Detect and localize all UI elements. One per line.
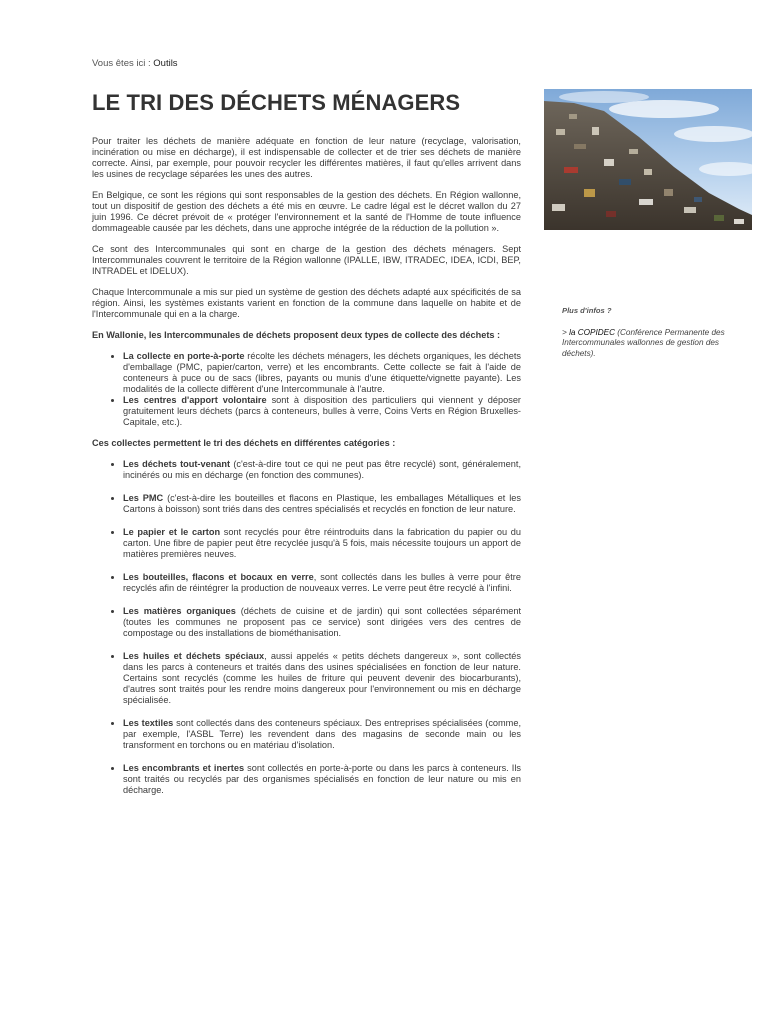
article-body [92, 136, 521, 808]
list-item-text: (c'est-à-dire les bouteilles et flacons en Plastique, les emballages Métalliques et les Cartons à boisson) sont triés dans des centres spécialisés et recyclés en fonction de leur nature. [123, 493, 521, 514]
copidec-info [562, 328, 732, 359]
list-item [123, 572, 521, 594]
more-info-label: Plus d'infos ? [562, 306, 612, 315]
list-item-text: (c'est-à-dire tout ce qui ne peut pas être recyclé) sont, généralement, incinérés ou mis en décharge (en fonction des communes). [123, 459, 521, 480]
list-item [123, 718, 521, 751]
tri-heading: Ces collectes permettent le tri des déchets en différentes catégories : [92, 438, 396, 448]
list-item-term: Les matières organiques [123, 606, 236, 616]
list-item-text: sont recyclés pour être réintroduits dans la fabrication du papier ou du carton. Une fibre de papier peut être recyclée jusqu'à 5 fois, mais nécessite toujours un apport de matières premières neuves. [123, 527, 521, 559]
copidec-description: (Conférence Permanente des Intercommunales wallonnes de gestion des déchets). [562, 328, 725, 358]
list-item-term: La collecte en porte-à-porte [123, 351, 245, 361]
link-prefix: > [562, 328, 570, 338]
breadcrumb [92, 58, 178, 69]
breadcrumb-link-outils[interactable]: Outils [153, 58, 178, 69]
list-item-term: Les centres d'apport volontaire [123, 395, 267, 405]
collecte-heading: En Wallonie, les Intercommunales de déchets proposent deux types de collecte des déchets : [92, 330, 501, 340]
list-item-term: Les textiles [123, 718, 174, 728]
list-item-term: Les déchets tout-venant [123, 459, 231, 469]
breadcrumb-prefix: Vous êtes ici : [92, 58, 154, 69]
copidec-link[interactable]: la COPIDEC [569, 328, 616, 338]
list-item-text: , aussi appelés « petits déchets dangereux », sont collectés dans les parcs à conteneurs et traités dans des usines spécialisées en fonction de leur nature. Certains sont recyclés (comme les huiles de friture qui peuvent devenir des biocarburants), d'autres sont traités pour les rendre moins dangereux pour l'environnement ou mis en décharge spécialisée. [123, 651, 521, 705]
intro-paragraph: Ce sont des Intercommunales qui sont en charge de la gestion des déchets ménagers. Sept Intercommunales couvrent le territoire de la Région wallonne (IPALLE, IBW, ITRADEC, IDEA, ICDI, BEP, INTRADEL et IDELUX). [92, 244, 521, 276]
intro-paragraph: En Belgique, ce sont les régions qui sont responsables de la gestion des déchets. En Région wallonne, tout un dispositif de gestion des déchets a été mis en œuvre. Le cadre légal est le décret wallon du 27 juin 1996. Ce décret prévoit de « protéger l'environnement et la santé de l'Homme de toute influence dommageable causée par les déchets, dans une approche intégrée de la réduction de la pollution ». [92, 190, 521, 233]
list-item [123, 763, 521, 796]
list-item [123, 527, 521, 560]
list-item-text: sont collectés en porte-à-porte ou dans les parcs à conteneurs. Ils sont traités ou recyclés par des organismes spécialisés en fonction de leur nature ou mis en décharge. [123, 763, 521, 795]
waste-pile-photo [544, 89, 752, 230]
intro-paragraph: Chaque Intercommunale a mis sur pied un système de gestion des déchets adapté aux spécificités de sa région. Ainsi, les systèmes existants varient en fonction de la commune dans laquelle on habite et de l'Intercommunale qui en a la charge. [92, 287, 521, 319]
list-item [123, 606, 521, 639]
list-item [123, 351, 521, 395]
list-item-text: (déchets de cuisine et de jardin) qui sont collectées séparément (toutes les communes ne proposent pas ce service) sont dirigées vers des centres de compostage ou des installations de biométhanisation. [123, 606, 521, 638]
list-item-term: Le papier et le carton [123, 527, 221, 537]
list-item-text: récolte les déchets ménagers, les déchets organiques, les déchets d'emballage (PMC, papier/carton, verre) et les encombrants. Cette collecte se fait à l'aide de conteneurs à puce ou de sacs (libres, payants ou munis d'une étiquette/vignette payante). Les modalités de la collecte diffèrent d'une Intercommunale à l'autre. [123, 351, 522, 394]
list-item-term: Les encombrants et inertes [123, 763, 245, 773]
list-item-text: sont à disposition des particuliers qui viennent y déposer gratuitement leurs déchets (parcs à conteneurs, bulles à verre, Coins Verts en Région Bruxelles-Capitale, etc.). [123, 395, 521, 427]
tri-list [92, 459, 521, 796]
list-item [123, 459, 521, 481]
list-item [123, 395, 521, 428]
list-item-term: Les huiles et déchets spéciaux [123, 651, 265, 661]
list-item [123, 493, 521, 515]
list-item-text: sont collectés dans des conteneurs spéciaux. Des entreprises spécialisées (comme, par exemple, l'ASBL Terre) les revendent dans des magasins de seconde main ou les transforment en torchons ou en matériau d'isolation. [123, 718, 521, 750]
list-item-term: Les PMC [123, 493, 164, 503]
page-title: LE TRI DES DÉCHETS MÉNAGERS [92, 90, 461, 115]
collecte-list [92, 351, 521, 428]
list-item-text: , sont collectés dans les bulles à verre pour être recyclés afin de réintégrer la production de nouveaux verres. Le verre peut être recyclé à l'infini. [123, 572, 521, 593]
list-item [123, 651, 521, 706]
intro-paragraph: Pour traiter les déchets de manière adéquate en fonction de leur nature (recyclage, valorisation, incinération ou mise en décharge), il est indispensable de collecter et de trier ses déchets de manière correcte. Ainsi, par exemple, pour pouvoir recycler les différentes matières, il faut qu'elles arrivent dans les usines de recyclage séparées les unes des autres. [92, 136, 521, 179]
sidebar-info [562, 306, 732, 359]
list-item-term: Les bouteilles, flacons et bocaux en verre [123, 572, 314, 582]
